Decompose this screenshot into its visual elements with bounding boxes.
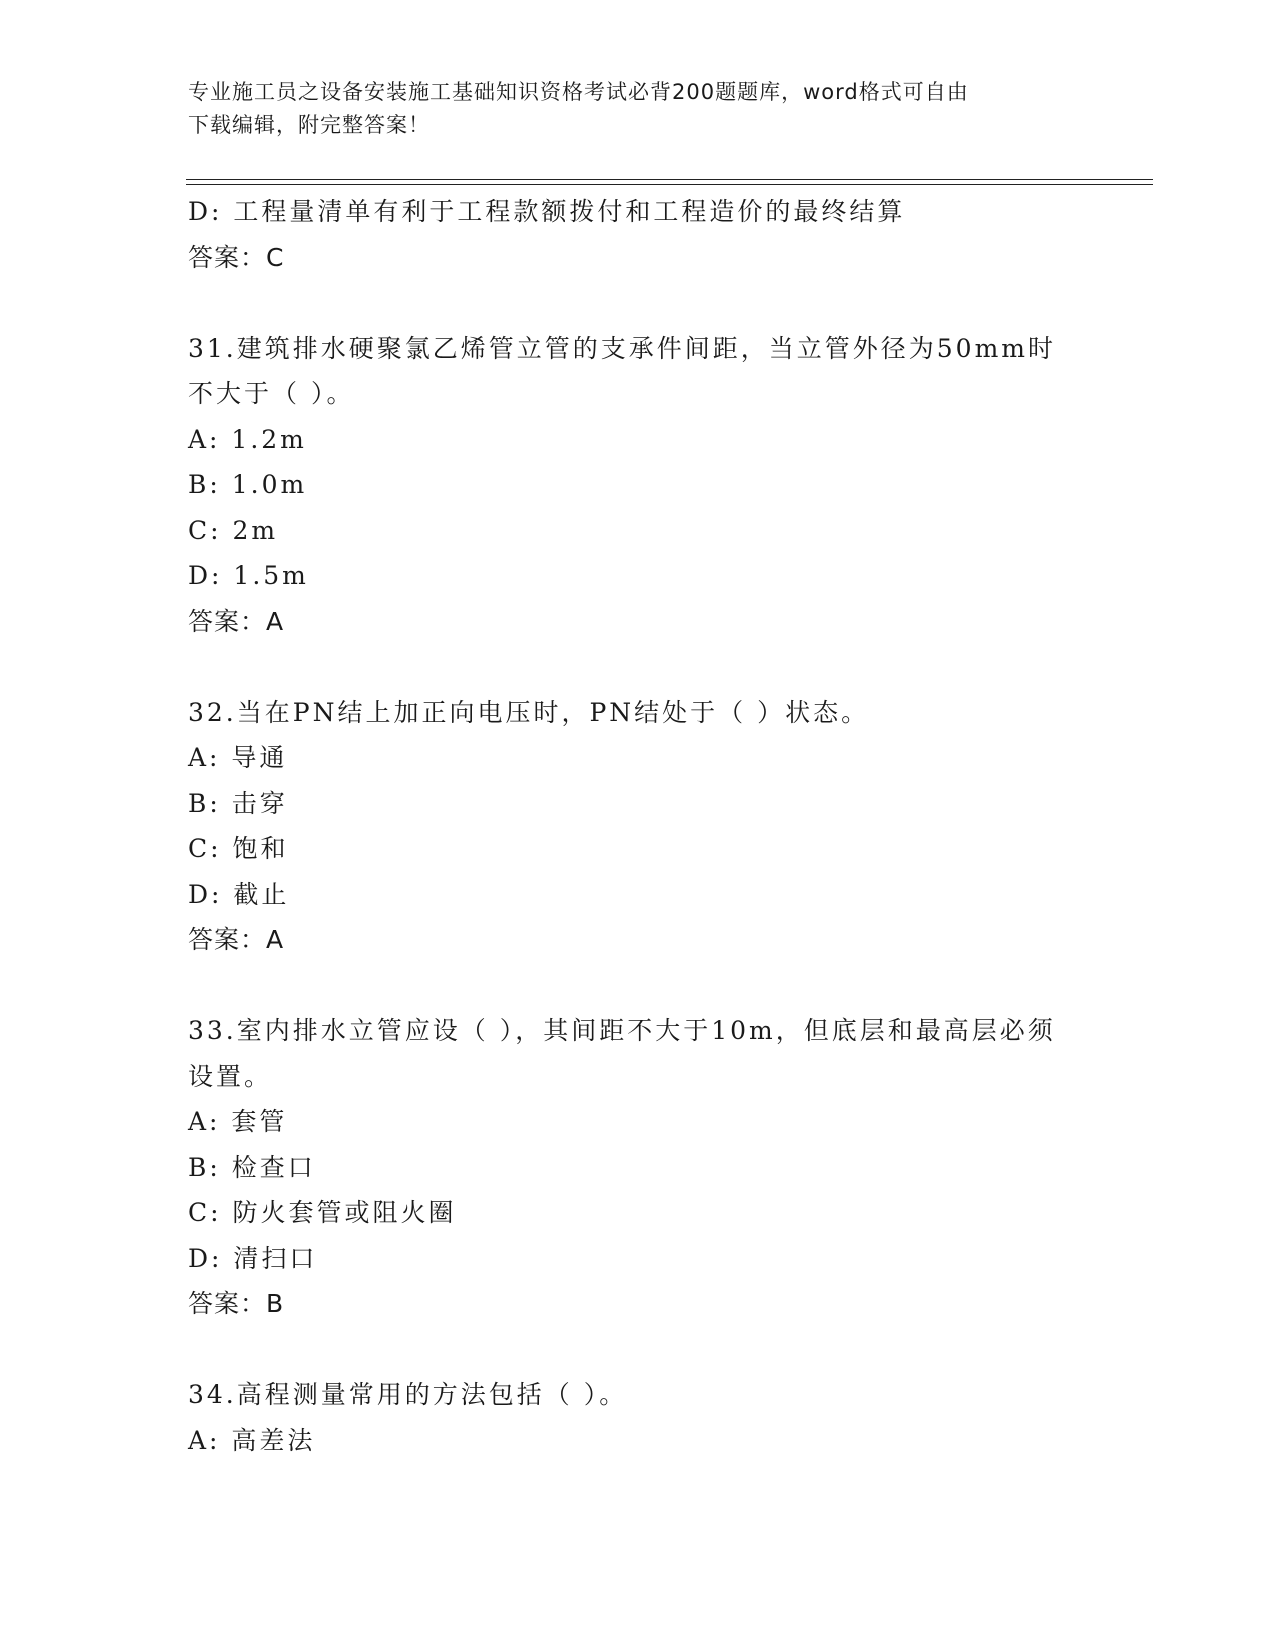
question-stem-continued: 设置。 (188, 1061, 273, 1091)
document-body (188, 189, 1088, 1463)
previous-question-tail (188, 189, 1088, 280)
header-line-2: 下载编辑，附完整答案！ (188, 113, 430, 137)
spacer (188, 1327, 1088, 1373)
spacer (188, 280, 1088, 326)
header-divider-top (186, 179, 1153, 180)
option-d: D: 清扫口 (188, 1243, 318, 1273)
option-b: B: 击穿 (188, 788, 288, 818)
option-a: A: 1.2m (188, 424, 307, 454)
option-c: C: 防火套管或阻火圈 (188, 1198, 457, 1227)
answer-line: 答案：A (188, 925, 285, 954)
option-d: D: 截止 (188, 879, 290, 909)
spacer (188, 644, 1088, 690)
question-stem-continued: 不大于（ ）。 (188, 379, 355, 408)
option-a: A: 高差法 (188, 1425, 316, 1455)
question-34 (188, 1372, 1088, 1463)
spacer (188, 963, 1088, 1009)
option-b: B: 检查口 (188, 1152, 316, 1182)
option-d: D: 1.5m (188, 561, 309, 590)
question-31 (188, 326, 1088, 645)
answer-line: 答案：B (188, 1289, 285, 1318)
option-c: C: 饱和 (188, 834, 289, 863)
header-divider-bottom (186, 184, 1153, 185)
answer-line: 答案：C (188, 242, 285, 272)
question-stem: 34.高程测量常用的方法包括（ ）。 (188, 1380, 628, 1409)
question-33 (188, 1008, 1088, 1327)
question-32 (188, 690, 1088, 963)
option-a: A: 导通 (188, 743, 288, 772)
question-stem: 33.室内排水立管应设（ ），其间距不大于10m，但底层和最高层必须 (188, 1016, 1056, 1045)
option-b: B: 1.0m (188, 470, 308, 499)
document-header (188, 76, 1078, 142)
option-c: C: 2m (188, 515, 279, 545)
question-stem: 31.建筑排水硬聚氯乙烯管立管的支承件间距，当立管外径为50mm时 (188, 333, 1056, 363)
header-line-1: 专业施工员之设备安装施工基础知识资格考试必背200题题库，word格式可自由 (188, 80, 969, 104)
option-d: D: 工程量清单有利于工程款额拨付和工程造价的最终结算 (188, 197, 906, 226)
question-stem: 32.当在PN结上加正向电压时，PN结处于（ ）状态。 (188, 697, 870, 727)
option-a: A: 套管 (188, 1107, 288, 1136)
answer-line: 答案：A (188, 606, 285, 636)
